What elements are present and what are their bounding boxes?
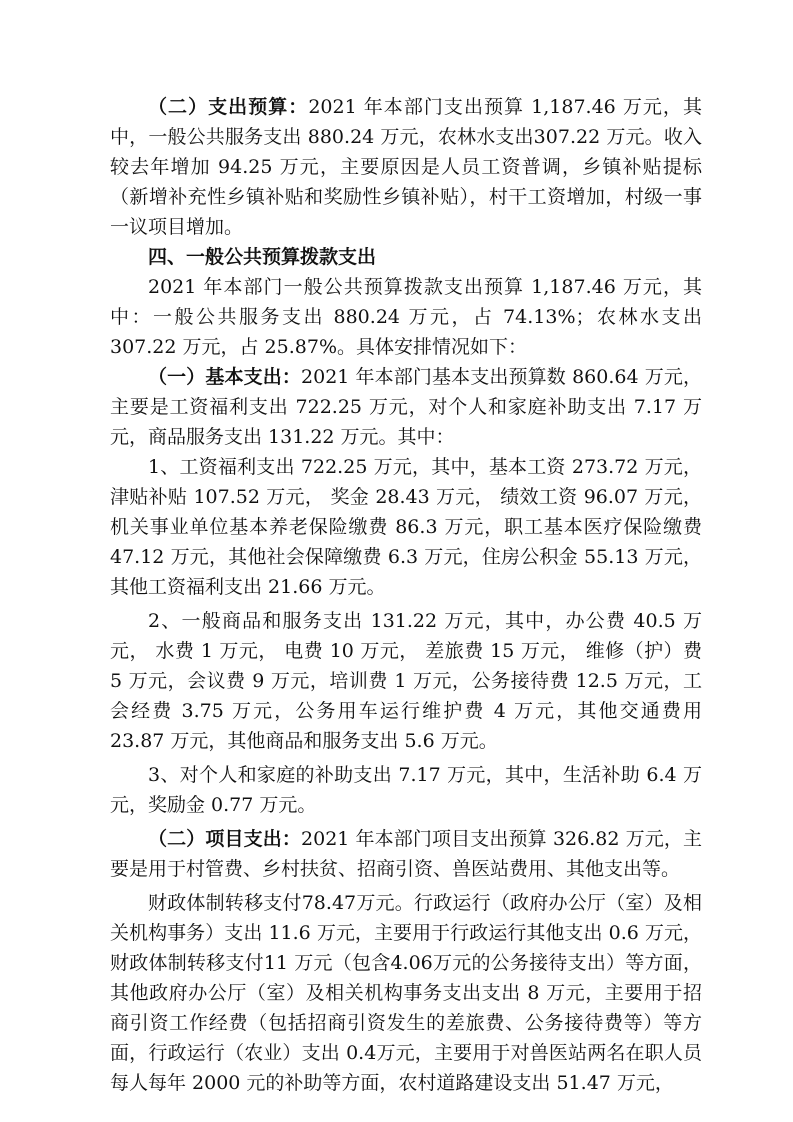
paragraph-text: 财政体制转移支付78.47万元。行政运行（政府办公厅（室）及相关机构事务）支出 11.6 万元，主要用于行政运行其他支出 0.6 万元，财政体制转移支付11 万元（包含4.06万元的公务接待支出）等方面，其他政府办公厅（室）及相关机构事务支出支出 8 万元，主要用于招商引资工作经费（包括招商引资发生的差旅费、公务接待费等）等方面，行政运行（农业）支出 0.4万元，主要用于对兽医站两名在职人员每人每年 2000 元的补助等方面，农村道路建设支出 51.47 万元， bbox=[110, 892, 702, 1094]
paragraph-text: 3、对个人和家庭的补助支出 7.17 万元，其中，生活补助 6.4 万元，奖励金 0.77 万元。 bbox=[110, 764, 702, 816]
paragraph-transfer-payment bbox=[110, 888, 702, 1098]
paragraph-text: 2、一般商品和服务支出 131.22 万元，其中，办公费 40.5 万元， 水费 1 万元， 电费 10 万元， 差旅费 15 万元， 维修（护）费 5 万元，会议费 9 万元，培训费 1 万元，公务接待费 12.5 万元，工会经费 3.75 万元，公务用车运行维护费 4 万元，其他交通费用 23.87 万元，其他商品和服务支出 5.6 万元。 bbox=[110, 610, 702, 752]
paragraph-subsidy bbox=[110, 760, 702, 820]
paragraph-expenditure-budget bbox=[110, 92, 702, 242]
paragraph-text: 2021 年本部门项目支出预算 326.82 万元，主要是用于村管费、乡村扶贫、招商引资、兽医站费用、其他支出等。 bbox=[110, 828, 702, 880]
paragraph-lead: （二）项目支出： bbox=[148, 828, 302, 850]
paragraph-goods-services bbox=[110, 606, 702, 756]
document-body bbox=[110, 92, 702, 1098]
paragraph-basic-expenditure bbox=[110, 362, 702, 452]
paragraph-lead: （二）支出预算： bbox=[148, 96, 309, 118]
paragraph-wage-welfare bbox=[110, 452, 702, 602]
paragraph-text: 2021 年本部门一般公共预算拨款支出预算 1,187.46 万元，其中：一般公共服务支出 880.24 万元，占 74.13%；农林水支出 307.22 万元，占 25.87%。具体安排情况如下： bbox=[110, 276, 702, 358]
paragraph-text: 1、工资福利支出 722.25 万元，其中，基本工资 273.72 万元， 津贴补贴 107.52 万元， 奖金 28.43 万元， 绩效工资 96.07 万元，机关事业单位基本养老保险缴费 86.3 万元，职工基本医疗保险缴费 47.12 万元，其他社会保障缴费 6.3 万元，住房公积金 55.13 万元，其他工资福利支出 21.66 万元。 bbox=[110, 456, 702, 598]
paragraph-project-expenditure bbox=[110, 824, 702, 884]
section-heading: 四、一般公共预算拨款支出 bbox=[148, 246, 377, 268]
paragraph-text: 2021 年本部门支出预算 1,187.46 万元，其中，一般公共服务支出 880.24 万元，农林水支出307.22 万元。收入较去年增加 94.25 万元，主要原因是人员工资普调，乡镇补贴提标（新增补充性乡镇补贴和奖励性乡镇补贴），村干工资增加，村级一事一议项目增加。 bbox=[110, 96, 702, 238]
paragraph-lead: （一）基本支出： bbox=[148, 366, 302, 388]
paragraph-text: 2021 年本部门基本支出预算数 860.64 万元，主要是工资福利支出 722.25 万元，对个人和家庭补助支出 7.17 万元，商品服务支出 131.22 万元。其中： bbox=[110, 366, 702, 448]
paragraph-general-budget bbox=[110, 272, 702, 362]
